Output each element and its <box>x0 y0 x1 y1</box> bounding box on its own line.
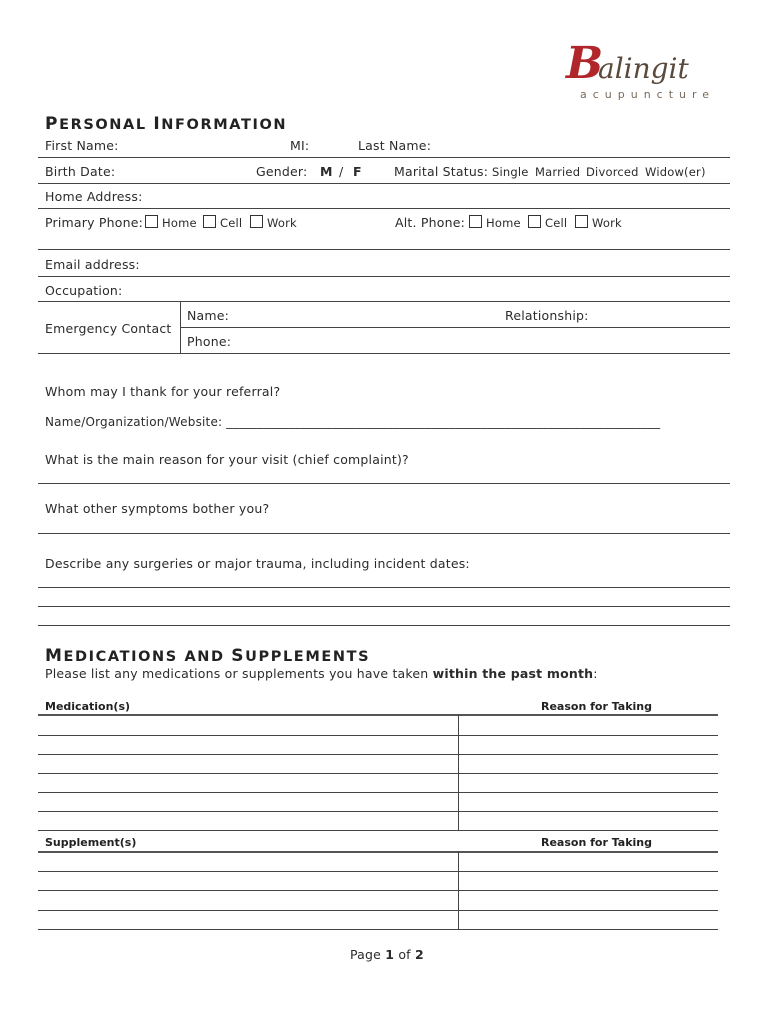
divider <box>38 276 730 277</box>
marital-option-divorced[interactable]: Divorced <box>586 165 639 179</box>
gender-option-m[interactable]: M <box>320 164 333 179</box>
gender-separator: / <box>339 164 344 179</box>
table-header-rule <box>38 714 718 716</box>
table-row-line <box>38 811 718 812</box>
table-row-line <box>38 929 718 930</box>
logo-subtitle: acupuncture <box>580 88 716 101</box>
referral-name-field[interactable]: Name/Organization/Website: ______________________________________________________________________ <box>45 415 661 429</box>
divider <box>38 606 730 607</box>
emergency-relationship-label: Relationship: <box>505 308 589 323</box>
alt-work-checkbox[interactable] <box>575 215 588 228</box>
table-row-line <box>38 735 718 736</box>
divider <box>38 208 730 209</box>
primary-cell-checkbox[interactable] <box>203 215 216 228</box>
table-row-line <box>38 910 718 911</box>
table-row-line <box>38 890 718 891</box>
emergency-phone-label: Phone: <box>187 334 232 349</box>
birth-date-label: Birth Date: <box>45 164 116 179</box>
first-name-label: First Name: <box>45 138 119 153</box>
reason-column-header-2: Reason for Taking <box>541 836 653 849</box>
divider <box>38 301 730 302</box>
alt-phone-label: Alt. Phone: <box>395 215 466 230</box>
alt-home-checkbox[interactable] <box>469 215 482 228</box>
table-row-line <box>38 830 718 831</box>
primary-work-checkbox[interactable] <box>250 215 263 228</box>
other-symptoms-label: What other symptoms bother you? <box>45 501 270 516</box>
table-row-line <box>38 754 718 755</box>
page-number: Page 1 of 2 <box>350 947 424 962</box>
divider <box>38 483 730 484</box>
chief-complaint-label: What is the main reason for your visit (chief complaint)? <box>45 452 409 467</box>
gender-label: Gender: <box>256 164 308 179</box>
medication-column-header: Medication(s) <box>45 700 131 713</box>
primary-work-label: Work <box>267 216 297 230</box>
emergency-contact-label: Emergency Contact <box>45 321 172 336</box>
logo-name: alingit <box>598 52 689 85</box>
logo-initial: B <box>566 38 604 89</box>
personal-info-heading: PERSONAL INFORMATION <box>45 114 288 134</box>
marital-option-single[interactable]: Single <box>492 165 529 179</box>
home-address-label: Home Address: <box>45 189 143 204</box>
emergency-name-label: Name: <box>187 308 230 323</box>
table-row-line <box>38 792 718 793</box>
marital-status-label: Marital Status: <box>394 164 489 179</box>
alt-home-label: Home <box>486 216 521 230</box>
table-row-line <box>38 871 718 872</box>
medications-heading: MEDICATIONS AND SUPPLEMENTS <box>45 646 371 666</box>
reason-column-header: Reason for Taking <box>541 700 653 713</box>
table-header-rule <box>38 851 718 853</box>
divider <box>38 183 730 184</box>
last-name-label: Last Name: <box>358 138 432 153</box>
primary-home-label: Home <box>162 216 197 230</box>
supplement-column-header: Supplement(s) <box>45 836 137 849</box>
primary-cell-label: Cell <box>220 216 243 230</box>
surgeries-label: Describe any surgeries or major trauma, including incident dates: <box>45 556 470 571</box>
table-row-line <box>38 773 718 774</box>
email-label: Email address: <box>45 257 140 272</box>
gender-option-f[interactable]: F <box>353 164 362 179</box>
referral-question: Whom may I thank for your referral? <box>45 384 281 399</box>
marital-option-married[interactable]: Married <box>535 165 581 179</box>
divider <box>38 353 730 354</box>
medications-instruction: Please list any medications or supplements you have taken within the past month: <box>45 666 598 681</box>
divider <box>180 327 730 328</box>
primary-phone-label: Primary Phone: <box>45 215 144 230</box>
alt-cell-label: Cell <box>545 216 568 230</box>
divider <box>38 625 730 626</box>
alt-cell-checkbox[interactable] <box>528 215 541 228</box>
marital-option-widower[interactable]: Widow(er) <box>645 165 706 179</box>
occupation-label: Occupation: <box>45 283 123 298</box>
primary-home-checkbox[interactable] <box>145 215 158 228</box>
divider <box>38 249 730 250</box>
divider <box>38 587 730 588</box>
divider <box>38 157 730 158</box>
alt-work-label: Work <box>592 216 622 230</box>
divider <box>38 533 730 534</box>
mi-label: MI: <box>290 138 310 153</box>
